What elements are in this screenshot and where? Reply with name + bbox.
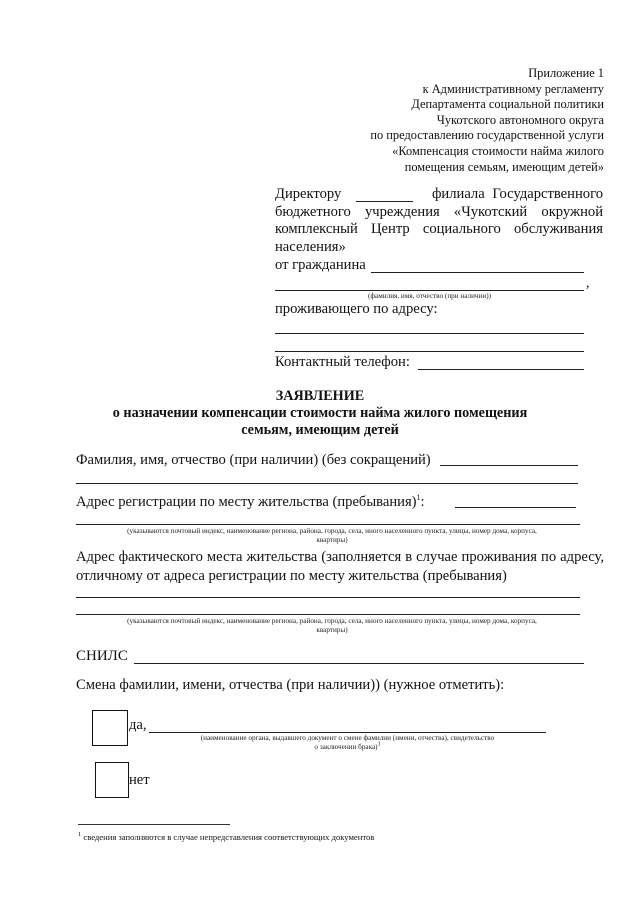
appendix-line: Чукотского автономного округа xyxy=(436,112,604,127)
appendix-line: по предоставлению государственной услуги xyxy=(370,128,604,143)
document-subtitle-1: о назначении компенсации стоимости найма жилого помещения xyxy=(112,405,528,421)
footnote-ref: 1 xyxy=(416,493,421,503)
name-change-label: Смена фамилии, имени, отчества (при наличии)) (нужное отметить): xyxy=(76,677,505,693)
yes-checkbox[interactable] xyxy=(92,710,128,746)
footnote-ref: 1 xyxy=(377,741,381,748)
actual-address-label: Адрес фактического места жительства (заполняется в случае проживания по адресу, отличному от адреса регистрации по месту жительства (пребывания) xyxy=(76,549,604,584)
phone-field[interactable] xyxy=(418,369,584,370)
yes-hint-line-2 xyxy=(149,743,546,752)
no-label: нет xyxy=(129,772,150,788)
addressee-line: бюджетного учреждения «Чукотский окружной xyxy=(275,203,603,220)
fio-hint: (фамилия, имя, отчество (при наличии)) xyxy=(367,292,492,300)
document-subtitle-2: семьям, имеющим детей xyxy=(241,422,399,438)
residing-address-field-2[interactable] xyxy=(275,351,584,352)
citizen-name-field-2[interactable] xyxy=(275,290,584,291)
yes-hint xyxy=(149,734,546,752)
from-citizen-label: от гражданина xyxy=(275,257,366,273)
actual-address-field-1[interactable] xyxy=(76,597,580,598)
actual-address-hint-line-2: квартиры) xyxy=(316,626,348,634)
footnote-separator xyxy=(78,824,230,825)
registration-hint-line-2: квартиры) xyxy=(316,536,348,544)
registration-label xyxy=(76,493,604,511)
footnote xyxy=(78,832,374,842)
appendix-header xyxy=(304,66,604,175)
yes-hint-line-1: (наименование органа, выдавшего документ о смене фамилии (имени, отчества), свидетельство xyxy=(200,734,495,742)
actual-address-hint-line-1: (указываются почтовый индекс, наименование региона, района, города, села, иного населенного пункта, улицы, номер дома, корпуса, xyxy=(127,617,537,625)
no-checkbox[interactable] xyxy=(95,762,129,798)
footnote-mark: 1 xyxy=(78,831,82,839)
snils-label: СНИЛС xyxy=(76,648,128,664)
appendix-line: помещения семьям, имеющим детей» xyxy=(404,159,604,174)
director-label: Директору xyxy=(275,186,342,202)
registration-hint-line-1: (указываются почтовый индекс, наименование региона, района, города, села, иного населенного пункта, улицы, номер дома, корпуса, xyxy=(127,527,537,535)
yes-label: да, xyxy=(129,717,147,733)
document-title: ЗАЯВЛЕНИЕ xyxy=(275,388,365,404)
actual-address-field-2[interactable] xyxy=(76,614,580,615)
appendix-line: Департамента социальной политики xyxy=(411,97,604,112)
registration-field-2[interactable] xyxy=(76,524,580,525)
fio-field-2[interactable] xyxy=(76,483,578,484)
addressee-line: комплексный Центр социального обслуживания xyxy=(275,221,603,237)
fio-field-1[interactable] xyxy=(440,465,578,466)
registration-hint xyxy=(76,527,588,545)
yes-document-field[interactable] xyxy=(149,732,546,733)
registration-label-text: Адрес регистрации по месту жительства (пребывания) xyxy=(76,494,417,510)
appendix-line: к Административному регламенту xyxy=(422,81,604,96)
actual-address-hint xyxy=(76,617,588,635)
snils-field[interactable] xyxy=(134,663,584,664)
residing-address-field-1[interactable] xyxy=(275,333,584,334)
phone-label: Контактный телефон: xyxy=(275,354,410,370)
footnote-text: сведения заполняются в случае непредставления соответствующих документов xyxy=(83,832,375,842)
comma: , xyxy=(586,276,590,291)
citizen-name-field[interactable] xyxy=(371,272,584,273)
residing-label: проживающего по адресу: xyxy=(275,301,438,317)
director-rest-label: филиала Государственного xyxy=(431,186,603,202)
appendix-line: «Компенсация стоимости найма жилого xyxy=(392,143,604,158)
registration-colon: : xyxy=(420,494,425,510)
fio-label: Фамилия, имя, отчество (при наличии) (без сокращений) xyxy=(76,452,431,468)
appendix-line: Приложение 1 xyxy=(528,66,604,80)
registration-field-1[interactable] xyxy=(455,507,576,508)
yes-hint-line-2-text: о заключении брака) xyxy=(314,743,378,751)
addressee-block xyxy=(275,186,603,256)
addressee-line: населения» xyxy=(275,238,346,255)
director-branch-field[interactable] xyxy=(356,201,413,202)
